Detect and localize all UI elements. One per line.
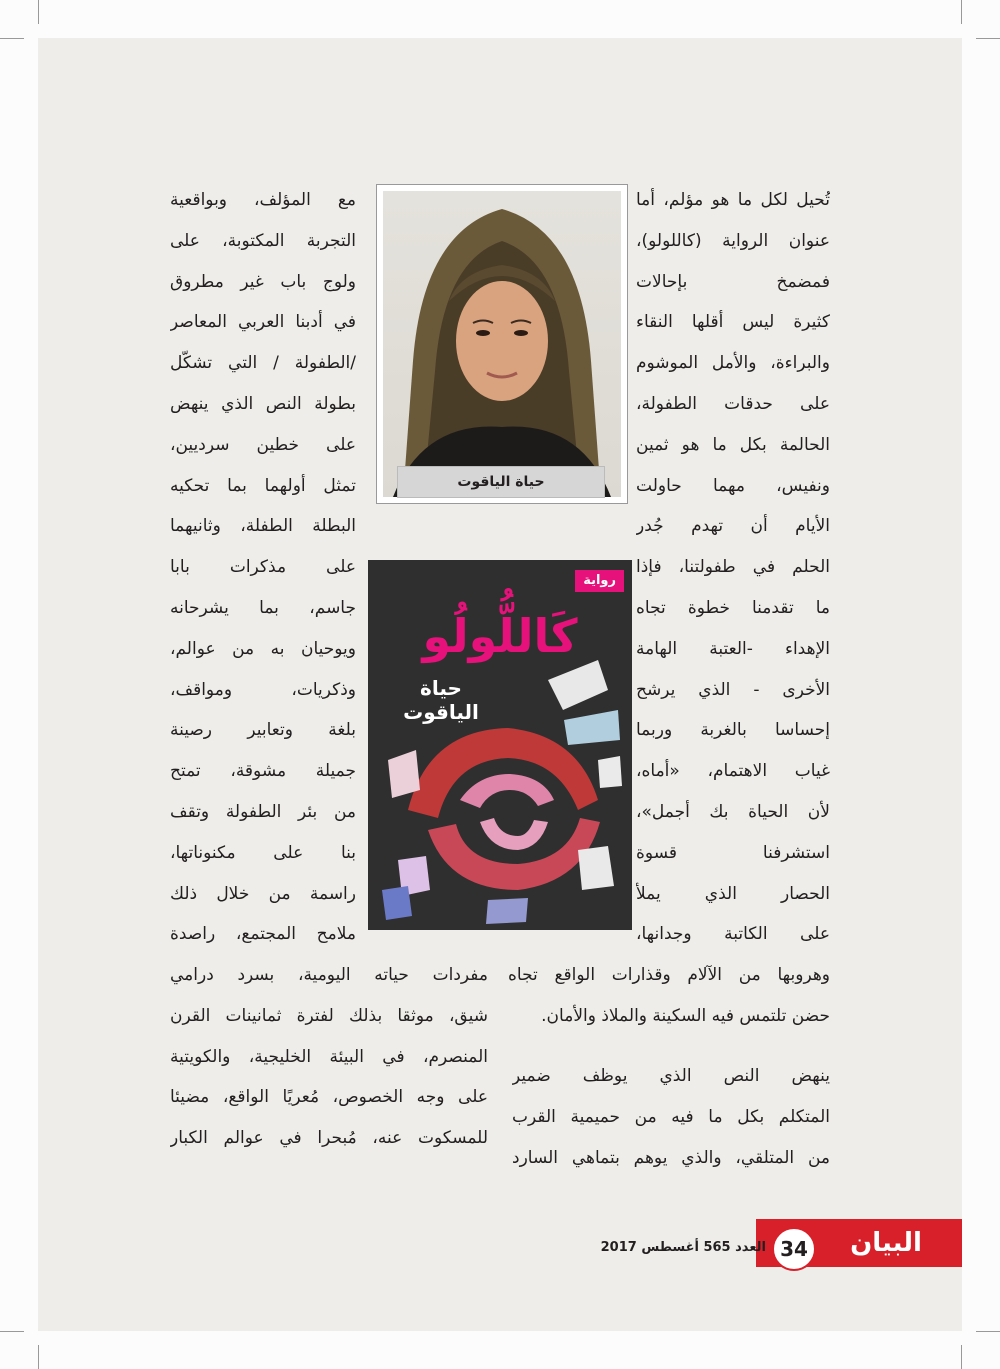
text-line: البطلة الطفلة، وثانيهما (170, 516, 356, 537)
text-line: الحصار الذي يملأ (636, 883, 830, 904)
author-photo (376, 184, 628, 504)
text-line: على حدقات الطفولة، (636, 393, 830, 414)
issue-info: العدد 565 أغسطس 2017 (600, 1240, 766, 1255)
text-line: الحالمة بكل ما هو ثمين (636, 434, 830, 455)
right-text-column (636, 180, 830, 955)
text-line: ويوحيان به من عوالم، (170, 638, 356, 659)
portrait-illustration (383, 191, 621, 497)
text-line: في أدبنا العربي المعاصر (170, 312, 356, 333)
text-line: عنوان الرواية (كاللولو)، (636, 230, 830, 251)
text-line: راسمة من خلال ذلك (170, 883, 356, 904)
text-line: ينهض النص الذي يوظف ضمير (512, 1066, 830, 1086)
text-line: ولوج باب غير مطروق (170, 271, 356, 292)
text-line: ونفيس، مهما حاولت (636, 475, 830, 496)
crop-mark (38, 0, 39, 24)
text-line: المنصرم، في البيئة الخليجية، والكويتية (170, 1046, 488, 1067)
text-line: بنا على مكنوناتها، (170, 842, 356, 863)
author-portrait (383, 191, 621, 497)
text-line: غياب الاهتمام، «أماه، (636, 761, 830, 782)
right-paragraph-2 (512, 1056, 830, 1178)
text-line: كثيرة ليس أقلها النقاء (636, 312, 830, 333)
text-line: الحلم في طفولتنا، فإذا (636, 557, 830, 578)
text-line: لأن الحياة بك أجمل»، (636, 801, 830, 822)
text-line: على مذكرات بابا (170, 557, 356, 578)
text-line: على الكاتبة وجدانها، (636, 924, 830, 945)
left-text-column (170, 180, 356, 955)
text-line: بلغة وتعابير رصينة (170, 720, 356, 741)
text-line: تمثل أولهما بما تحكيه (170, 475, 356, 496)
text-line: فمضمخ بإحالات (636, 271, 830, 292)
crop-mark (976, 1331, 1000, 1332)
magazine-logo: البيان (850, 1228, 922, 1258)
right-wide-text (508, 955, 830, 1037)
text-line: ملامح المجتمع، راصدة (170, 924, 356, 945)
text-line: مع المؤلف، وبواقعية (170, 190, 356, 210)
text-line: وهروبها من الآلام وقذارات الواقع تجاه (508, 965, 830, 985)
crop-mark (0, 38, 24, 39)
text-line: على خطين سرديين، (170, 434, 356, 455)
text-line: بطولة النص الذي ينهض (170, 393, 356, 414)
cover-author-line1: حياة (420, 676, 462, 700)
text-line: جميلة مشوقة، تمتح (170, 761, 356, 782)
text-line: وذكريات، ومواقف، (170, 679, 356, 700)
text-line: للمسكوت عنه، مُبحرا في عوالم الكبار (170, 1128, 488, 1149)
text-line: من بئر الطفولة وتقف (170, 801, 356, 822)
cover-genre-tag: رواية (575, 570, 624, 592)
text-line: المتكلم بكل ما فيه من حميمية القرب (512, 1106, 830, 1127)
text-line: جاسم، بما يشرحانه (170, 597, 356, 618)
text-line: حضن تلتمس فيه السكينة والملاذ والأمان. (541, 1005, 830, 1026)
crop-mark (0, 1331, 24, 1332)
text-line: استشرفنا قسوة (636, 842, 830, 863)
cover-author-line2: الياقوت (403, 700, 479, 724)
text-line: شيق، موثقا بذلك لفترة ثمانينات القرن (170, 1005, 488, 1026)
text-line: والبراءة، والأمل الموشوم (636, 353, 830, 374)
book-cover (368, 560, 632, 930)
crop-mark (976, 38, 1000, 39)
text-line: من المتلقي، والذي يوهم بتماهي السارد (512, 1147, 830, 1168)
cover-title: كَاللُّولُو (422, 609, 578, 663)
text-line: الأيام أن تهدم جُدر (636, 516, 830, 537)
text-line: تُحيل لكل ما هو مؤلم، أما (636, 190, 830, 210)
cover-author (386, 676, 496, 724)
text-line: على وجه الخصوص، مُعريًا الواقع، مضيئا (170, 1087, 488, 1108)
text-line: التجربة المكتوبة، على (170, 230, 356, 251)
crop-mark (961, 1345, 962, 1369)
left-wide-text (170, 955, 488, 1159)
text-line: /الطفولة / التي تشكّل (170, 353, 356, 374)
text-line: ما تقدمنا خطوة تجاه (636, 597, 830, 618)
photo-caption: حياة الياقوت (397, 466, 605, 498)
text-line: الأخرى - الذي يرشح (636, 679, 830, 700)
crop-mark (38, 1345, 39, 1369)
page-number: 34 (772, 1227, 816, 1271)
text-line: مفردات حياته اليومية، بسرد درامي (170, 965, 488, 985)
text-line: إحساسا بالغربة وربما (636, 720, 830, 741)
text-line: الإهداء -العتبة الهامة (636, 638, 830, 659)
crop-mark (961, 0, 962, 24)
